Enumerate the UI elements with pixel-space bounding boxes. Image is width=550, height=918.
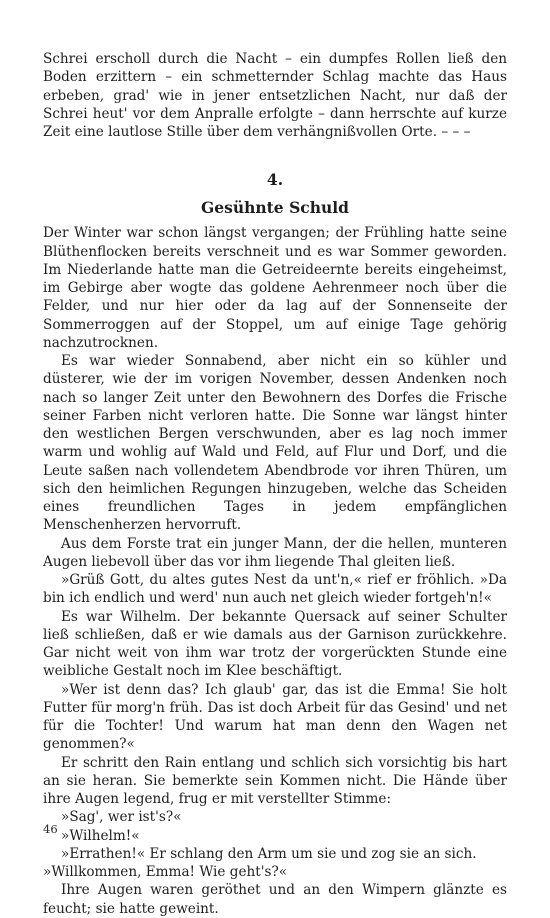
dialogue-paragraph: »Willkommen, Emma! Wie geht's?« <box>43 864 288 880</box>
paragraph: Ihre Augen waren geröthet und an den Wimpern glänzte es feucht; sie hatte geweint. <box>43 882 507 917</box>
paragraph: Es war Wilhelm. Der bekannte Quersack auf seiner Schulter ließ schließen, daß er wie damals aus der Garnison zurückkehre. Gar nicht weit von ihm war trotz der vorgerückten Stunde eine weibliche Gestalt noch im Klee beschäftigt. <box>43 608 507 680</box>
dialogue-paragraph: »Wilhelm!« <box>61 827 140 844</box>
paragraph: Der Winter war schon längst vergangen; der Frühling hatte seine Blüthenflocken bereits verschneit und es war Sommer geworden. Im Niederlande hatte man die Getreideernte bereits eingeheimst, im Gebirge aber wogte das goldene Aehrenmeer noch über die Felder, und nur hier oder da lag auf der Sonnenseite der Sommerroggen auf der Stoppel, um auf einige Tage gehörig nachzutrocknen. <box>43 225 507 351</box>
chapter-number: 4. <box>266 170 284 190</box>
intro-paragraph: Schrei erscholl durch die Nacht – ein dumpfes Rollen ließ den Boden erzittern – ein schmetternder Schlag machte das Haus erbeben, grad' wie in jener entsetzlichen Nacht, nur daß der Schrei heut' vor dem Anpralle erfolgte – dann herrschte auf kurze Zeit eine lautlose Stille über dem verhängnißvollen Orte. – – – <box>43 51 507 140</box>
dialogue-paragraph: »Wer ist denn das? Ich glaub' gar, das ist die Emma! Sie holt Futter für morg'n früh. Das ist doch Arbeit für das Gesind' und net für die Tochter! Und warum hat man denn den Wagen net genommen?« <box>43 681 507 753</box>
dialogue-paragraph: »Sag', wer ist's?« <box>61 809 182 826</box>
page-number: 46 <box>43 822 58 836</box>
paragraph: Aus dem Forste trat ein junger Mann, der die hellen, munteren Augen liebevoll über das vor ihm liegende Thal gleiten ließ. <box>43 535 507 570</box>
paragraph: Es war wieder Sonnabend, aber nicht ein so kühler und düsterer, wie der im vorigen November, dessen Andenken noch nach so langer Zeit unter den Bewohnern des Dorfes die Frische seiner Farben nicht verloren hatte. Die Sonne war längst hinter den westlichen Bergen verschwunden, aber es lag noch immer warm und wohlig auf Wald und Feld, auf Flur und Dorf, und die Leute saßen nach vollendetem Abendbrode vor ihren Thüren, um sich den heimlichen Regungen hinzugeben, welche das Scheiden eines freundlichen Tages in jedem empfänglichen Menschenherzen hervorruft. <box>43 353 507 534</box>
paragraph: Er schritt den Rain entlang und schlich sich vorsichtig bis hart an sie heran. Sie bemerkte sein Kommen nicht. Die Hände über ihre Augen legend, frug er mit verstellter Stimme: <box>43 754 507 807</box>
chapter-title: Gesühnte Schuld <box>201 198 349 218</box>
book-page <box>43 50 507 918</box>
dialogue-paragraph: »Grüß Gott, du altes gutes Nest da unt'n,« rief er fröhlich. »Da bin ich endlich und werd' nun auch net gleich wieder fortgeh'n!« <box>43 572 507 607</box>
dialogue-paragraph: »Errathen!« Er schlang den Arm um sie und zog sie an sich. <box>61 845 477 862</box>
